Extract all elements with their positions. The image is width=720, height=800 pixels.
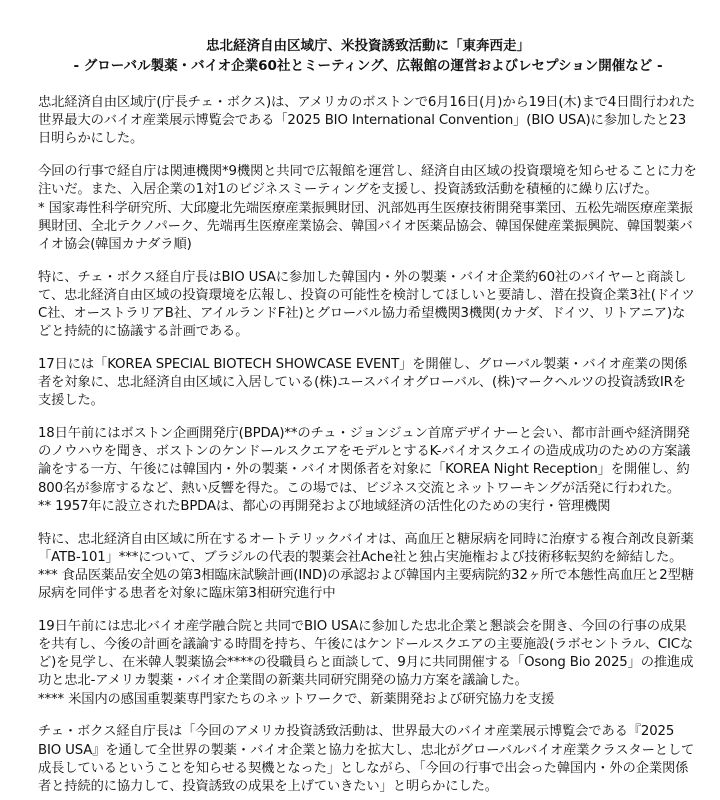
- paragraph-text: 特に、チェ・ボクス経自庁長はBIO USAに参加した韓国内・外の製薬・バイオ企業約60社のバイヤーと商談して、忠北経済自由区域の投資環境を広報し、投資の可能性を検討してほしいと要請し、潜在投資企業3社(ドイツC社、オーストラリアB社、アイルランドF社)とグローバル協力希望機関3機関(カナダ、ドイツ、リトアニア)などと持続的に協議する計画である。: [38, 269, 695, 340]
- paragraph-8: [38, 723, 698, 796]
- paragraph-text: 17日には「KOREA SPECIAL BIOTECH SHOWCASE EVENT」を開催し、グローバル製薬・バイオ産業の関係者を対象に、忠北経済自由区域に入居している(株)ユースバイオグローバル、(株)マークヘルツの投資誘致IRを支援した。: [38, 356, 688, 409]
- paragraph-text: 今回の行事で経自庁は関連機関*9機関と共同で広報館を運営し、経済自由区域の投資環境を知らせることに力を注いだ。また、入居企業の1対1のビジネスミーティングを支援し、投資誘致活動を積極的に繰り広げた。: [38, 164, 697, 198]
- paragraph-5: [38, 425, 698, 516]
- paragraph-text: 忠北経済自由区域庁(庁長チェ・ボクス)は、アメリカのボストンで6月16日(月)から19日(木)まで4日間行われた世界最大のバイオ産業展示博覧会である「2025 BIO International Convention」(BIO USA)に参加したと23日明らかにした。: [38, 95, 696, 147]
- paragraph-6: [38, 531, 698, 604]
- paragraph-4: [38, 356, 698, 411]
- paragraph-3: [38, 269, 698, 342]
- paragraph-7: [38, 618, 698, 709]
- paragraph-2: [38, 163, 698, 254]
- footnote-clinical-trial: *** 食品医薬品安全処の第3相臨床試験計画(IND)の承認および韓国内主要病院約32ヶ所で本態性高血圧と2型糖尿病を同伴する患者を対象に臨床第3相研究進行中: [38, 567, 694, 602]
- paragraph-text: 特に、忠北経済自由区域に所在するオートテリックバイオは、高血圧と糖尿病を同時に治療する複合剤改良新薬「ATB-101」***について、ブラジルの代表的製薬会社Ache社と独占実施権および技術移転契約を締結した。: [38, 531, 694, 565]
- paragraph-text: 18日午前にはボストン企画開発庁(BPDA)**のチュ・ジョンジュン首席デザイナーと会い、都市計画や経済開発のノウハウを聞き、ボストンのケンドールスクエアをモデルとするK-バイオスクエイの造成成功のための方案議論をする一方、午後には韓国内・外の製薬・バイオ関係者を対象に「KOREA Night Reception」を開催し、約800名が参席するなど、熱い反響を得た。この場では、ビジネス交流とネットワーキングが活発に行われた。: [38, 426, 691, 496]
- paragraph-1: [38, 94, 698, 149]
- title-line-1: 忠北経済自由区域庁、米投資誘致活動に「東奔西走」: [206, 38, 530, 54]
- press-release-title: [38, 36, 698, 76]
- footnote-related-agencies: * 国家毒性科学研究所、大邱慶北先端医療産業振興財団、汎部処再生医療技術開発事業団、五松先端医療産業振興財団、全北テクノパーク、先端再生医療産業協会、韓国バイオ医薬品協会、韓国保健産業振興院、韓国製薬バイオ協会(韓国カナダラ順): [38, 200, 693, 252]
- footnote-bpda: ** 1957年に設立されたBPDAは、都心の再開発および地域経済の活性化のための実行・管理機関: [38, 498, 611, 514]
- title-line-2: - グローバル製薬・バイオ企業60社とミーティング、広報館の運営およびレセプション開催など -: [73, 58, 663, 74]
- footnote-kapa: **** 米国内の感国重製薬専門家たちのネットワークで、新薬開発および研究協力を支援: [38, 691, 555, 707]
- paragraph-text: チェ・ボクス経自庁長は「今回のアメリカ投資誘致活動は、世界最大のバイオ産業展示博覧会である『2025 BIO USA』を通して全世界の製薬・バイオ企業と協力を拡大し、忠北がグローバルバイオ産業クラスターとして成長しているということを知らせる契機となった」としながら、「今回の行事で出会った韓国内・外の企業関係者と持続的に協力して、投資誘致の成果を上げていきたい」と明らかにした。: [38, 724, 695, 794]
- paragraph-text: 19日午前には忠北バイオ産学融合院と共同でBIO USAに参加した忠北企業と懇談会を開き、今回の行事の成果を共有し、今後の計画を議論する時間を持ち、午後にはケンドールスクエアの主要施設(ラボセントラル、CICなど)を見学し、在米韓人製薬協会****の役職員らと面談して、9月に共同開催する「Osong Bio 2025」の推進成功と忠北-アメリカ製薬・バイオ企業間の新薬共同研究開発の協力方案を議論した。: [38, 618, 694, 689]
